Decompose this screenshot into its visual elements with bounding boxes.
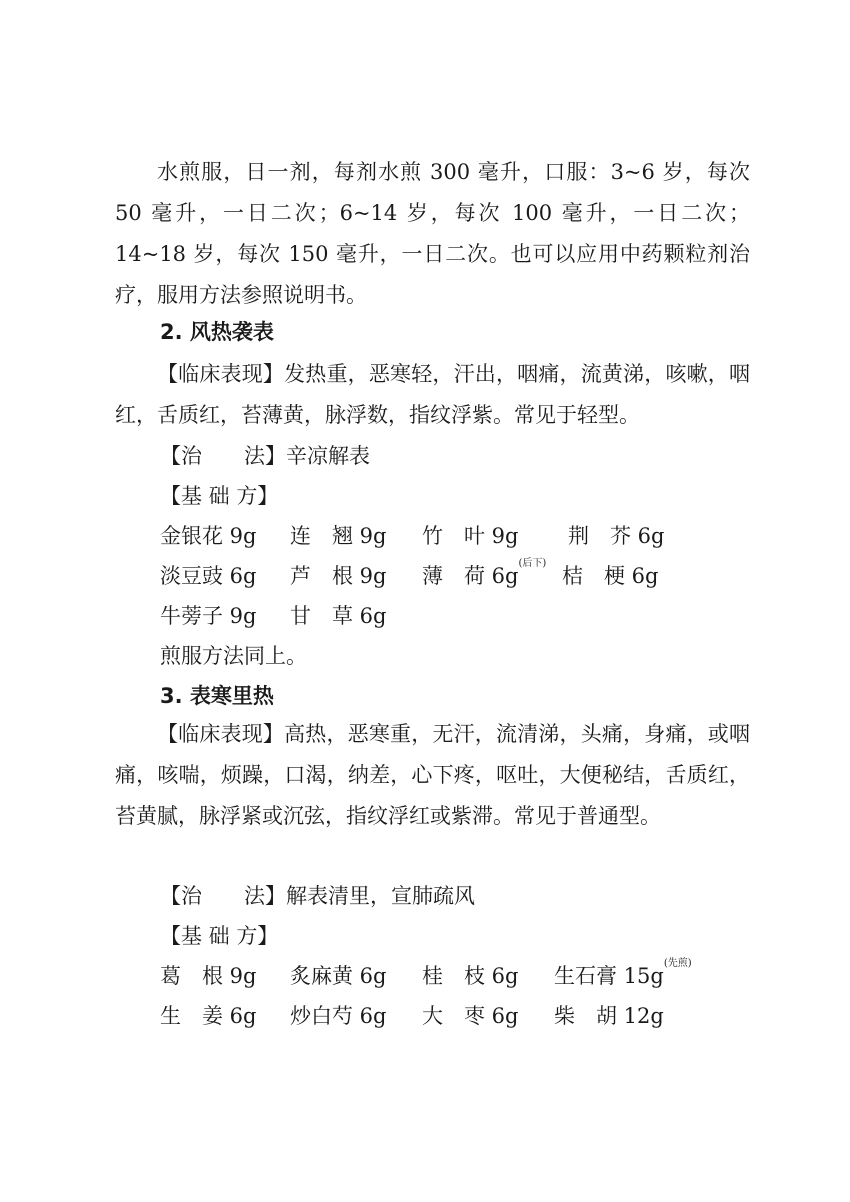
section-heading-exterior-cold: 3. 表寒里热 — [160, 684, 274, 708]
herb-item: 牛蒡子 9g — [160, 604, 257, 628]
intro-paragraph: 水煎服，日一剂，每剂水煎 300 毫升，口服：3~6 岁，每次 50 毫升，一日二次；6~14 岁，每次 100 毫升，一日二次；14~18 岁，每次 150 毫升，一日二次。也可以应用中药颗粒剂治疗，服用方法参照说明书。 — [115, 160, 750, 307]
treatment-method-wind-heat — [160, 440, 370, 470]
herb-item: 甘 草 6g — [290, 604, 387, 628]
herb-item: 金银花 9g — [160, 524, 257, 548]
base-formula-label-exterior-cold: 【基 础 方】 — [160, 924, 279, 948]
herb-item: 炙麻黄 6g — [290, 964, 387, 988]
herb-item: 炒白芍 6g — [290, 1004, 387, 1028]
clinical-manifestation-wind-heat: 【临床表现】发热重，恶寒轻，汗出，咽痛，流黄涕，咳嗽，咽红，舌质红，苔薄黄，脉浮数，指纹浮紫。常见于轻型。 — [115, 362, 750, 427]
herb-note: (先煎) — [663, 958, 692, 969]
herb-item — [554, 960, 692, 990]
method-text: 辛凉解表 — [286, 444, 370, 468]
herb-item: 桔 梗 6g — [562, 564, 659, 588]
herb-item: 桂 枝 6g — [422, 964, 519, 988]
herb-item: 大 枣 6g — [422, 1004, 519, 1028]
herb-item: 淡豆豉 6g — [160, 564, 257, 588]
herb-item: 竹 叶 9g — [422, 524, 519, 548]
herb-text: 薄 荷 6g — [422, 564, 519, 588]
herb-item: 芦 根 9g — [290, 564, 387, 588]
herb-item: 葛 根 9g — [160, 964, 257, 988]
method-label: 【治 法】 — [160, 444, 286, 468]
base-formula-label-wind-heat: 【基 础 方】 — [160, 484, 279, 508]
method-label: 【治 法】 — [160, 884, 286, 908]
method-text: 解表清里，宣肺疏风 — [286, 884, 475, 908]
clinical-manifestation-exterior-cold: 【临床表现】高热，恶寒重，无汗，流清涕，头痛，身痛，或咽痛，咳喘，烦躁，口渴，纳差，心下疼，呕吐，大便秘结，舌质红，苔黄腻，脉浮紧或沉弦，指纹浮红或紫滞。常见于普通型。 — [115, 722, 750, 828]
herb-item: 柴 胡 12g — [554, 1004, 664, 1028]
section-heading-wind-heat: 2. 风热袭表 — [160, 320, 274, 344]
herb-text: 生石膏 15g — [554, 964, 664, 988]
decoction-note: 煎服方法同上。 — [160, 644, 307, 668]
herb-item: 连 翘 9g — [290, 524, 387, 548]
herb-item: 荆 芥 6g — [568, 524, 665, 548]
treatment-method-exterior-cold — [160, 880, 475, 910]
herb-item — [422, 560, 546, 590]
herb-note: (后下) — [518, 558, 547, 569]
herb-item: 生 姜 6g — [160, 1004, 257, 1028]
